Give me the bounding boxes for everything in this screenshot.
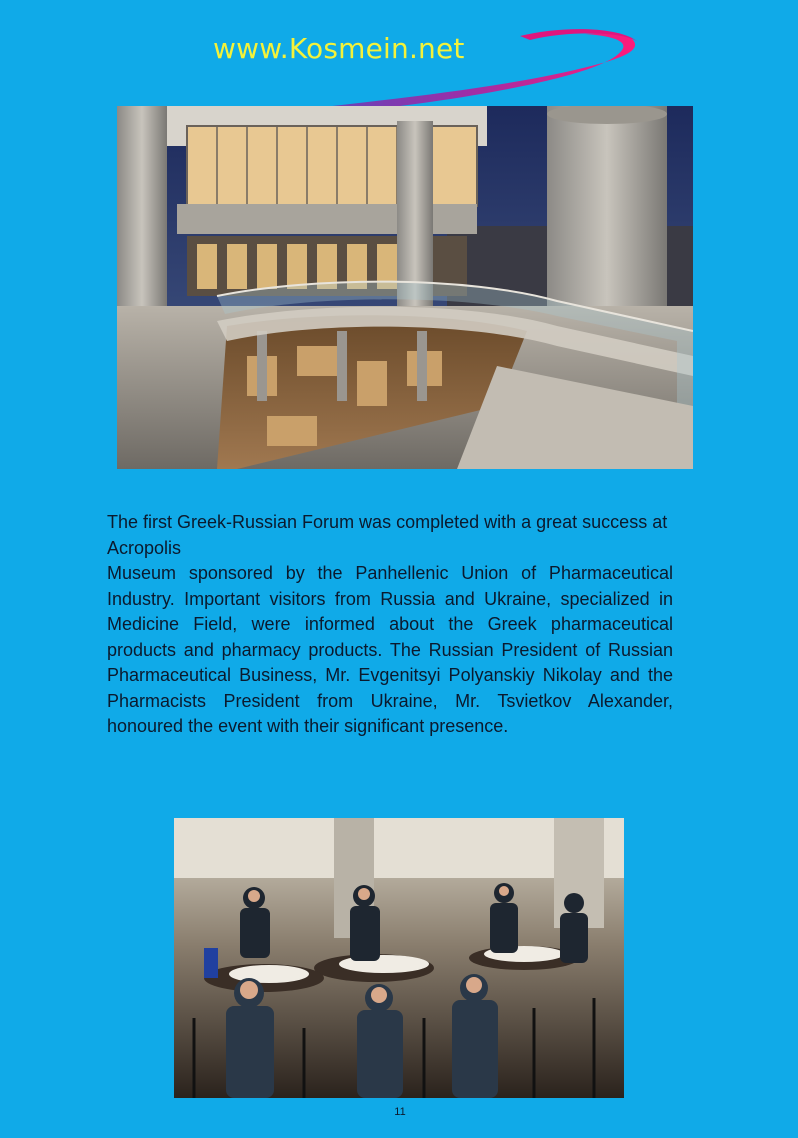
- page-number: 11: [394, 1106, 406, 1118]
- site-url[interactable]: www.Kosmein.net: [213, 32, 465, 65]
- article-paragraph-lead: The first Greek-Russian Forum was completed with a great success at Acropolis: [107, 512, 668, 558]
- article-paragraph-main: Museum sponsored by the Panhellenic Union of Pharmaceutical Industry. Important visitors from Russia and Ukraine, specialized in Medicine Field, were informed about the Greek pharmaceutical products and pharmacy products. The Russian President of Russian Pharmaceutical Business, Mr. Evgenitsyi Polyanskiy Nikolay and the Pharmacists President from Ukraine, Mr. Tsvietkov Alexander, honoured the event with their significant presence.: [107, 563, 673, 736]
- article-body: [107, 510, 673, 740]
- page-header: [0, 0, 798, 110]
- museum-photo: [117, 106, 693, 469]
- forum-photo: [174, 818, 624, 1098]
